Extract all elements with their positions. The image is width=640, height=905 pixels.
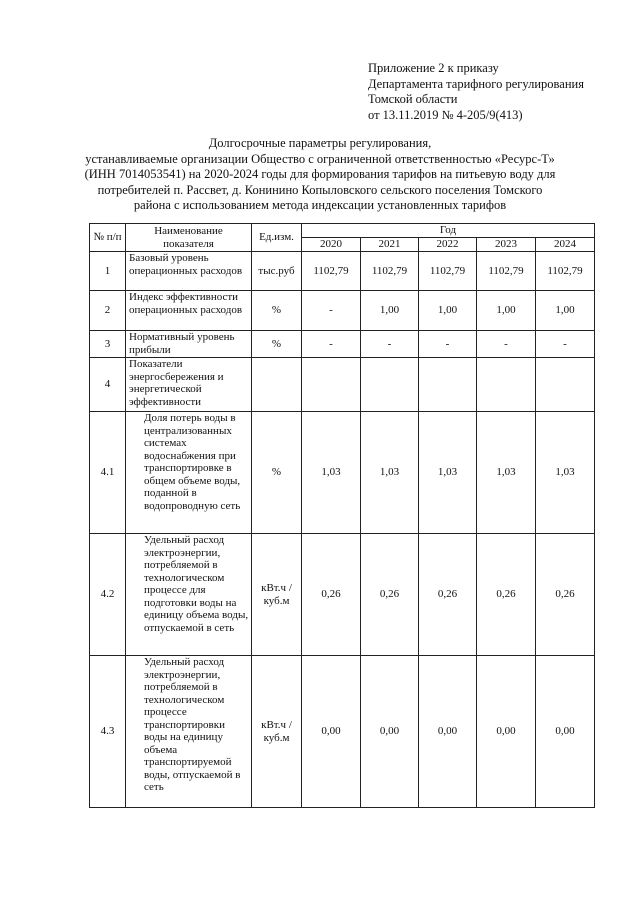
appendix-line: Департамента тарифного регулирования — [368, 76, 584, 91]
row-value: 1,00 — [419, 291, 477, 331]
row-value: 0,00 — [536, 656, 595, 808]
table-header — [90, 224, 595, 252]
row-value: 1102,79 — [536, 252, 595, 291]
row-unit: % — [252, 331, 302, 358]
row-value: 0,26 — [477, 534, 536, 656]
row-name: Базовый уровень операционных расходов — [126, 252, 252, 291]
row-value: 0,26 — [419, 534, 477, 656]
header-name: Наименование показателя — [126, 224, 252, 252]
row-value: 1,00 — [361, 291, 419, 331]
row-name: Показатели энергосбережения и энергетической эффективности — [126, 358, 252, 412]
row-value: 1,03 — [536, 412, 595, 534]
row-value — [477, 358, 536, 412]
header-year-cell: 2023 — [477, 238, 536, 252]
row-value: 0,00 — [477, 656, 536, 808]
row-value — [536, 358, 595, 412]
row-name: Доля потерь воды в централизованных системах водоснабжения при транспортировке в общем объеме воды, поданной в водопроводную сеть — [126, 412, 252, 534]
row-value: - — [302, 331, 361, 358]
row-value: 1,00 — [477, 291, 536, 331]
row-num: 1 — [90, 252, 126, 291]
title-line: потребителей п. Рассвет, д. Конинино Копыловского сельского поселения Томского — [97, 182, 543, 197]
row-num: 4.2 — [90, 534, 126, 656]
table-row — [90, 412, 595, 534]
parameters-table — [89, 223, 595, 808]
row-name: Нормативный уровень прибыли — [126, 331, 252, 358]
row-num: 2 — [90, 291, 126, 331]
table-row — [90, 534, 595, 656]
row-value: 0,00 — [419, 656, 477, 808]
row-value — [302, 358, 361, 412]
appendix-line: Приложение 2 к приказу — [368, 61, 499, 75]
row-value: 1102,79 — [477, 252, 536, 291]
row-num: 4.3 — [90, 656, 126, 808]
title-line: (ИНН 7014053541) на 2020-2024 годы для формирования тарифов на питьевую воду для — [84, 167, 556, 182]
appendix-line: от 13.11.2019 № 4-205/9(413) — [368, 107, 523, 122]
row-value: - — [302, 291, 361, 331]
title-line: района с использованием метода индексации установленных тарифов — [133, 198, 507, 213]
row-value: - — [477, 331, 536, 358]
header-num: № п/п — [90, 224, 126, 252]
row-unit: % — [252, 412, 302, 534]
row-name: Удельный расход электроэнергии, потребляемой в технологическом процессе транспортировки воды на единицу объема транспортируемой воды, отпускаемой в сеть — [126, 656, 252, 808]
header-year-cell: 2020 — [302, 238, 361, 252]
header-year-cell: 2024 — [536, 238, 595, 252]
title-line: устанавливаемые организации Общество с ограниченной ответственностью «Ресурс-Т» — [85, 151, 555, 166]
row-unit: % — [252, 291, 302, 331]
row-name: Индекс эффективности операционных расходов — [126, 291, 252, 331]
row-value: 1,03 — [477, 412, 536, 534]
table-row — [90, 331, 595, 358]
row-value: 1102,79 — [302, 252, 361, 291]
document-title — [40, 136, 600, 214]
row-value: 1,03 — [361, 412, 419, 534]
row-value — [361, 358, 419, 412]
row-unit: тыс.руб — [252, 252, 302, 291]
row-unit — [252, 358, 302, 412]
row-value: 1102,79 — [361, 252, 419, 291]
row-value: 1,00 — [536, 291, 595, 331]
row-value — [419, 358, 477, 412]
appendix-line: Томской области — [368, 92, 458, 106]
header-unit: Ед.изм. — [252, 224, 302, 252]
row-name: Удельный расход электроэнергии, потребляемой в технологическом процессе для подготовки воды на единицу объема воды, отпускаемой в сеть — [126, 534, 252, 656]
row-value: 0,26 — [361, 534, 419, 656]
header-year-cell: 2021 — [361, 238, 419, 252]
row-num: 4 — [90, 358, 126, 412]
row-value: 0,00 — [361, 656, 419, 808]
title-line: Долгосрочные параметры регулирования, — [208, 136, 432, 150]
appendix-block — [368, 61, 584, 123]
row-value: 1,03 — [302, 412, 361, 534]
row-value: 1,03 — [419, 412, 477, 534]
row-unit: кВт.ч / куб.м — [252, 534, 302, 656]
row-value: - — [536, 331, 595, 358]
row-unit: кВт.ч / куб.м — [252, 656, 302, 808]
row-value: 0,26 — [302, 534, 361, 656]
table-row — [90, 291, 595, 331]
header-year-cell: 2022 — [419, 238, 477, 252]
table-row — [90, 252, 595, 291]
row-value: 0,00 — [302, 656, 361, 808]
row-num: 3 — [90, 331, 126, 358]
row-value: 0,26 — [536, 534, 595, 656]
row-value: 1102,79 — [419, 252, 477, 291]
header-year: Год — [302, 224, 595, 238]
row-value: - — [361, 331, 419, 358]
table-body — [90, 252, 595, 808]
row-num: 4.1 — [90, 412, 126, 534]
table-row — [90, 358, 595, 412]
row-value: - — [419, 331, 477, 358]
table-row — [90, 656, 595, 808]
